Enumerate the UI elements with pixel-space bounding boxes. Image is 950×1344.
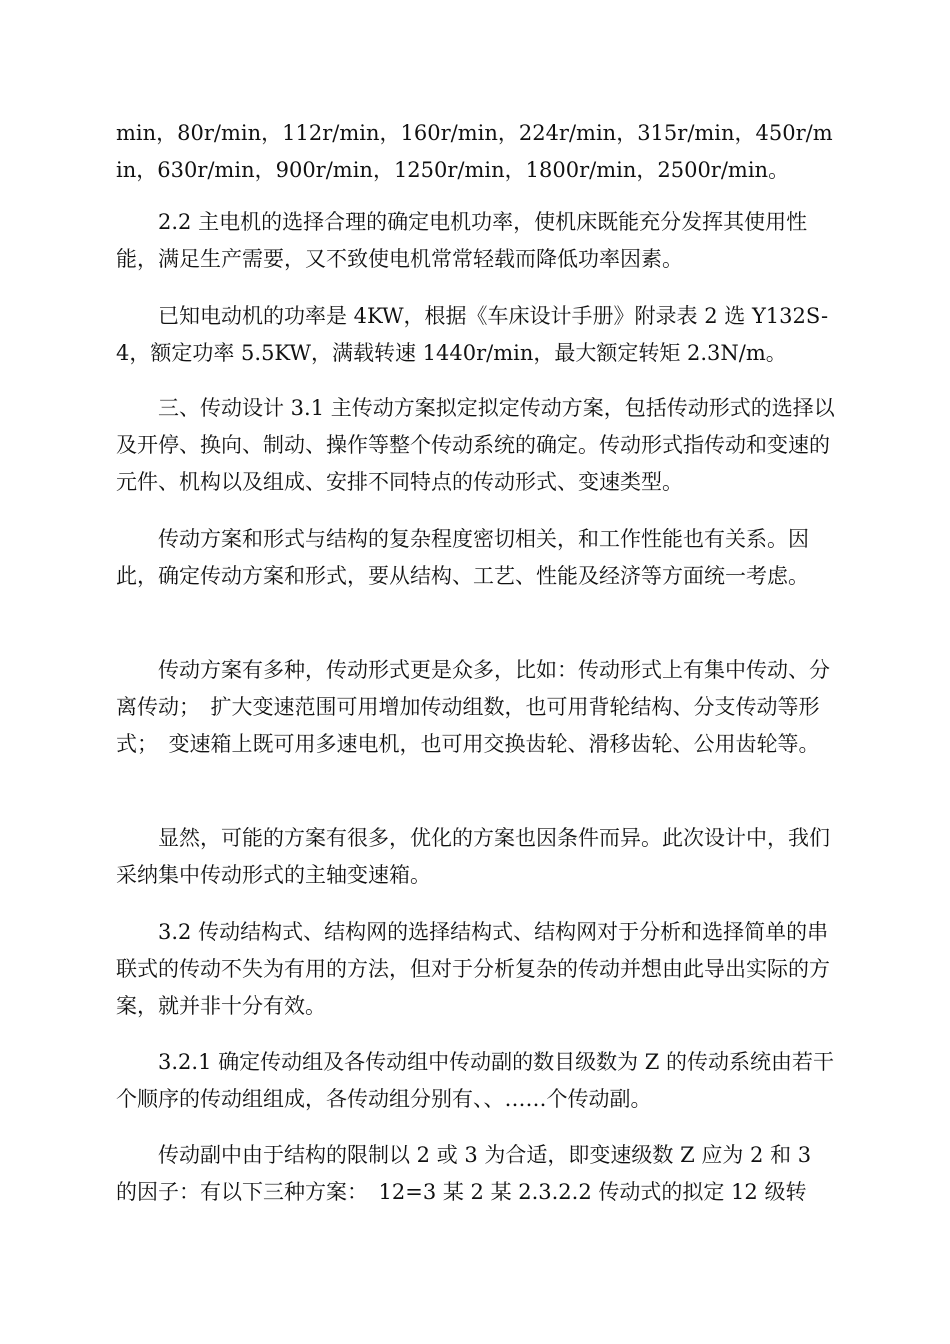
paragraph-optimization (116, 820, 836, 894)
paragraph-text: 3.2 传动结构式、结构网的选择结构式、结构网对于分析和选择简单的串联式的传动不失为有用的方法，但对于分析复杂的传动并想由此导出实际的方案，就并非十分有效。 (116, 920, 830, 1018)
paragraph-motor-selection (116, 204, 836, 278)
paragraph-text: 传动方案有多种，传动形式更是众多，比如：传动形式上有集中传动、分离传动； 扩大变速范围可用增加传动组数，也可用背轮结构、分支传动等形式； 变速箱上既可用多速电机，也可用交换齿轮、滑移齿轮、公用齿轮等。 (116, 658, 830, 756)
paragraph-scheme-variety (116, 652, 836, 763)
paragraph-transmission-design (116, 390, 836, 501)
paragraph-text: 2.2 主电机的选择合理的确定电机功率，使机床既能充分发挥其使用性能，满足生产需要，又不致使电机常常轻载而降低功率因素。 (116, 210, 808, 271)
paragraph-transmission-groups (116, 1044, 836, 1118)
paragraph-text: 传动方案和形式与结构的复杂程度密切相关，和工作性能也有关系。因此，确定传动方案和形式，要从结构、工艺、性能及经济等方面统一考虑。 (116, 527, 809, 588)
paragraph-speed-series (116, 115, 836, 189)
paragraph-transmission-pairs (116, 1137, 836, 1211)
paragraph-motor-spec (116, 298, 836, 372)
paragraph-text: 传动副中由于结构的限制以 2 或 3 为合适，即变速级数 Z 应为 2 和 3 的因子：有以下三种方案： 12=3 某 2 某 2.3.2.2 传动式的拟定 12 级转 (116, 1143, 812, 1204)
paragraph-text: 已知电动机的功率是 4KW，根据《车床设计手册》附录表 2 选 Y132S-4，额定功率 5.5KW，满载转速 1440r/min，最大额定转矩 2.3N/m。 (116, 304, 829, 365)
paragraph-text: 显然，可能的方案有很多，优化的方案也因条件而异。此次设计中，我们采纳集中传动形式的主轴变速箱。 (116, 826, 830, 887)
paragraph-scheme-complexity (116, 521, 836, 595)
paragraph-text: min，80r/min，112r/min，160r/min，224r/min，315r/min，450r/min，630r/min，900r/min，1250r/min，1800r/min，2500r/min。 (116, 121, 833, 182)
paragraph-text: 三、传动设计 3.1 主传动方案拟定拟定传动方案，包括传动形式的选择以及开停、换向、制动、操作等整个传动系统的确定。传动形式指传动和变速的元件、机构以及组成、安排不同特点的传动形式、变速类型。 (116, 396, 835, 494)
paragraph-text: 3.2.1 确定传动组及各传动组中传动副的数目级数为 Z 的传动系统由若干个顺序的传动组组成，各传动组分别有、、……个传动副。 (116, 1050, 835, 1111)
paragraph-structure-network (116, 914, 836, 1025)
